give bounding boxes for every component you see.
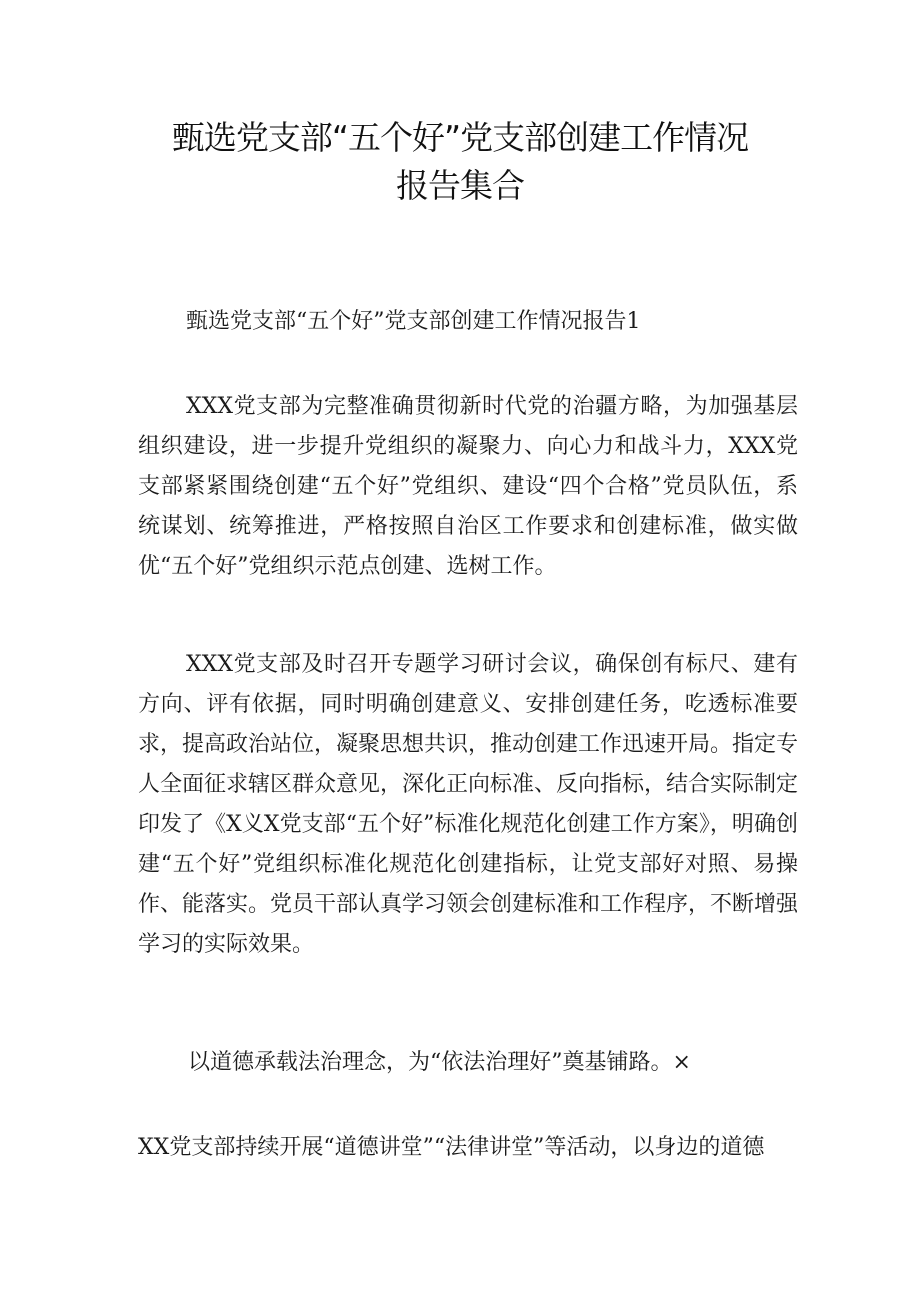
document-title-line-1: 甄选党支部“五个好”党支部创建工作情况 [171, 118, 749, 157]
section-subheading: 甄选党支部“五个好”党支部创建工作情况报告1 [186, 309, 641, 334]
document-title-line-2: 报告集合 [396, 166, 524, 205]
paragraph-4: XX党支部持续开展“道德讲堂”“法律讲堂”等活动，以身边的道德 [138, 1135, 765, 1160]
paragraph-2: XXX党支部及时召开专题学习研讨会议，确保创有标尺、建有方向、评有依据，同时明确创建意义、安排创建任务，吃透标准要求，提高政治站位，凝聚思想共识，推动创建工作迅速开局。指定专人全面征求辖区群众意见，深化正向标准、反向指标，结合实际制定印发了《X义X党支部“五个好”标准化规范化创建工作方案》，明确创建“五个好”党组织标准化规范化创建指标，让党支部好对照、易操作、能落实。党员干部认真学习领会创建标准和工作程序，不断增强学习的实际效果。 [138, 652, 799, 957]
paragraph-1: XXX党支部为完整准确贯彻新时代党的治疆方略，为加强基层组织建设，进一步提升党组织的凝聚力、向心力和战斗力，XXX党支部紧紧围绕创建“五个好”党组织、建设“四个合格”党员队伍，系统谋划、统筹推进，严格按照自治区工作要求和创建标准，做实做优“五个好”党组织示范点创建、选树工作。 [138, 394, 798, 579]
paragraph-3: 以道德承载法治理念，为“依法治理好”奠基铺路。× [188, 1050, 691, 1075]
